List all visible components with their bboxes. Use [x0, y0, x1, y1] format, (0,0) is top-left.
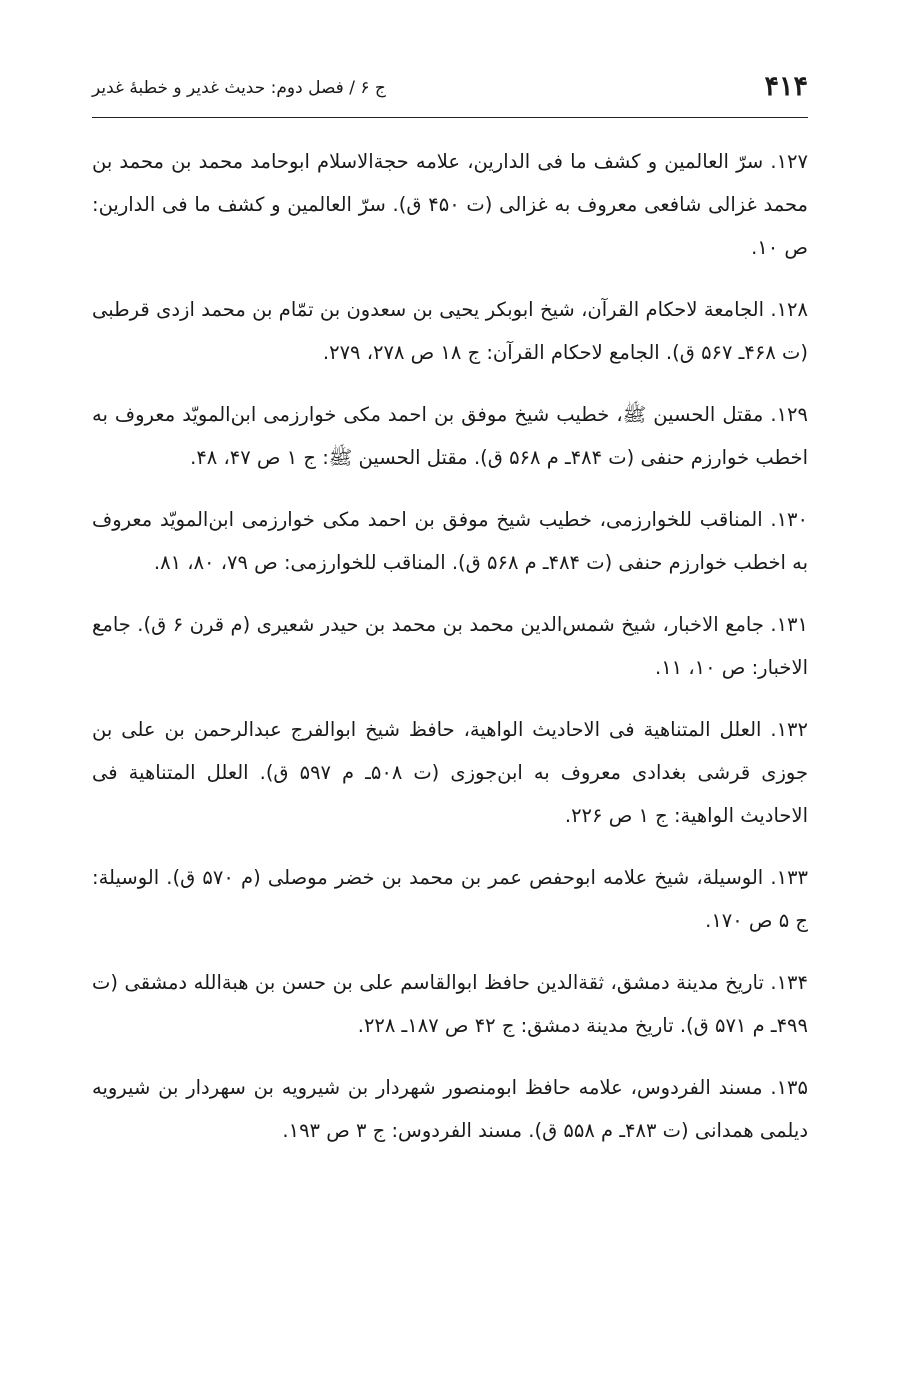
bibliography-entry: ۱۳۳. الوسیلة، شیخ علامه ابوحفص عمر بن محمد بن خضر موصلی (م ۵۷۰ ق). الوسیلة: ج ۵ ص ۱۷۰.: [92, 866, 809, 932]
bibliography-entry: ۱۳۴. تاریخ مدینة دمشق، ثقةالدین حافظ ابوالقاسم علی بن حسن بن هبةالله دمشقی (ت ۴۹۹ـ م ۵۷۱ ق). تاریخ مدینة دمشق: ج ۴۲ ص ۱۸۷ـ ۲۲۸.: [92, 971, 808, 1037]
page-header: [92, 64, 808, 114]
running-title: ج ۶ / فصل دوم: حدیث غدیر و خطبهٔ غدیر: [92, 78, 386, 98]
bibliography-list: [92, 140, 808, 1171]
header-divider: [92, 117, 808, 118]
bibliography-entry: ۱۲۷. سرّ العالمین و کشف ما فی الدارین، علامه حجةالاسلام ابوحامد محمد بن محمد بن محمد غزالی شافعی معروف به غزالی (ت ۴۵۰ ق). سرّ العالمین و کشف ما فی الدارین: ص ۱۰.: [92, 150, 808, 259]
bibliography-entry: ۱۳۲. العلل المتناهیة فی الاحادیث الواهیة، حافظ شیخ ابوالفرج عبدالرحمن بن علی بن جوزی قرشی بغدادی معروف به ابن‌جوزی (ت ۵۰۸ـ م ۵۹۷ ق). العلل المتناهیة فی الاحادیث الواهیة: ج ۱ ص ۲۲۶.: [92, 718, 809, 827]
bibliography-entry: ۱۳۵. مسند الفردوس، علامه حافظ ابومنصور شهردار بن شیرویه بن سهردار بن شیرویه دیلمی همدانی (ت ۴۸۳ـ م ۵۵۸ ق). مسند الفردوس: ج ۳ ص ۱۹۳.: [92, 1076, 808, 1142]
bibliography-entry: ۱۳۰. المناقب للخوارزمی، خطیب شیخ موفق بن احمد مکی خوارزمی ابن‌المویّد معروف به اخطب خوارزم حنفی (ت ۴۸۴ـ م ۵۶۸ ق). المناقب للخوارزمی: ص ۷۹، ۸۰، ۸۱.: [92, 508, 808, 574]
page-number: ۴۱۴: [764, 71, 808, 102]
bibliography-entry: ۱۲۹. مقتل الحسین ﷺ، خطیب شیخ موفق بن احمد مکی خوارزمی ابن‌المویّد معروف به اخطب خوارزم حنفی (ت ۴۸۴ـ م ۵۶۸ ق). مقتل الحسین ﷺ: ج ۱ ص ۴۷، ۴۸.: [92, 403, 808, 469]
bibliography-entry: ۱۳۱. جامع الاخبار، شیخ شمس‌الدین محمد بن محمد بن حیدر شعیری (م قرن ۶ ق). جامع الاخبار: ص ۱۰، ۱۱.: [92, 613, 808, 679]
bibliography-entry: ۱۲۸. الجامعة لاحکام القرآن، شیخ ابوبکر یحیی بن سعدون بن تمّام بن محمد ازدی قرطبی (ت ۴۶۸ـ ۵۶۷ ق). الجامع لاحکام القرآن: ج ۱۸ ص ۲۷۸، ۲۷۹.: [92, 298, 808, 364]
